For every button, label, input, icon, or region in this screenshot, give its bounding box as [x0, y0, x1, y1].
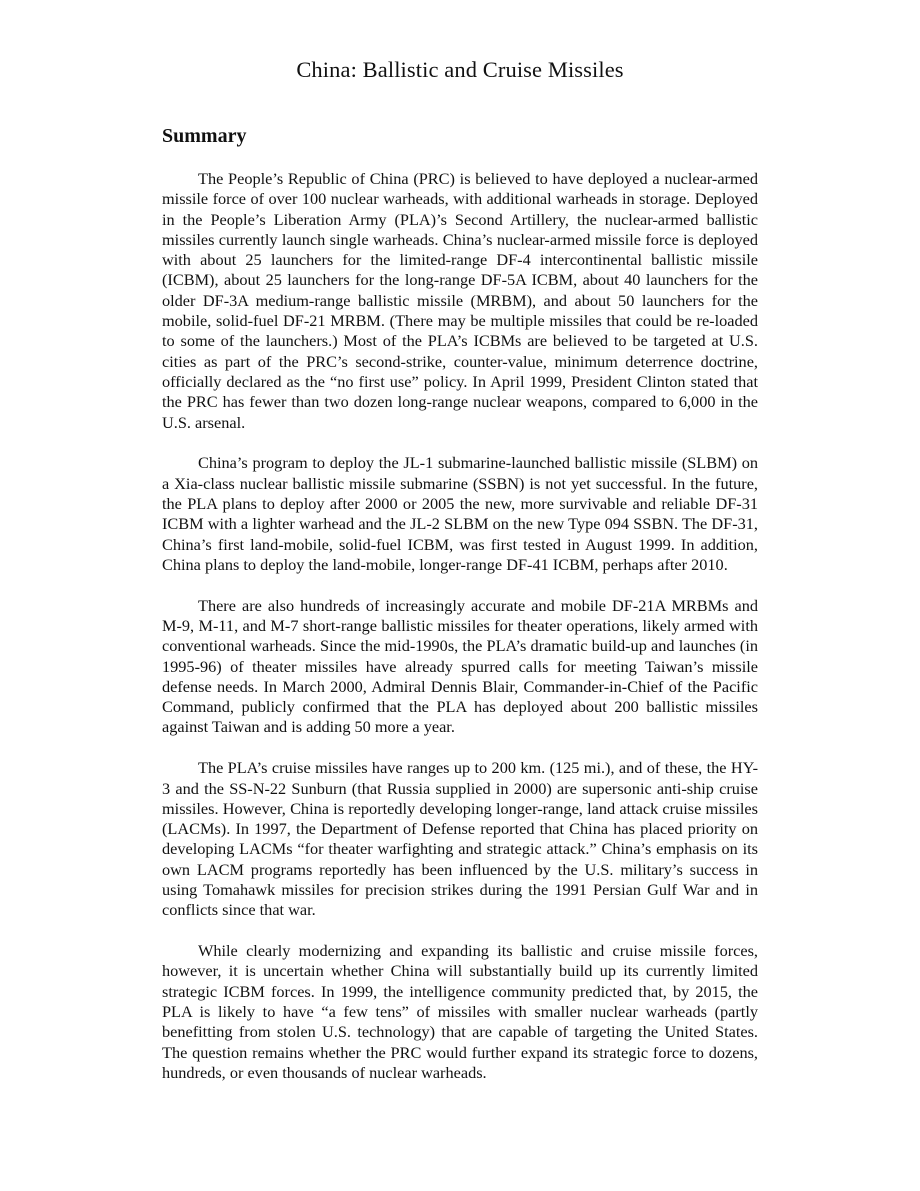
- summary-body: [162, 169, 758, 1104]
- paragraph-2: China’s program to deploy the JL-1 submarine-launched ballistic missile (SLBM) on a Xia-class nuclear ballistic missile submarine (SSBN) is not yet successful. In the future, the PLA plans to deploy after 2000 or 2005 the new, more survivable and reliable DF-31 ICBM with a lighter warhead and the JL-2 SLBM on the new Type 094 SSBN. The DF-31, China’s first land-mobile, solid-fuel ICBM, was first tested in August 1999. In addition, China plans to deploy the land-mobile, longer-range DF-41 ICBM, perhaps after 2010.: [162, 453, 758, 574]
- paragraph-4: The PLA’s cruise missiles have ranges up to 200 km. (125 mi.), and of these, the HY-3 and the SS-N-22 Sunburn (that Russia supplied in 2000) are supersonic anti-ship cruise missiles. However, China is reportedly developing longer-range, land attack cruise missiles (LACMs). In 1997, the Department of Defense reported that China has placed priority on developing LACMs “for theater warfighting and strategic attack.” China’s emphasis on its own LACM programs reportedly has been influenced by the U.S. military’s success in using Tomahawk missiles for precision strikes during the 1991 Persian Gulf War and in conflicts since that war.: [162, 758, 758, 920]
- section-heading-summary: Summary: [162, 125, 247, 147]
- paragraph-1: The People’s Republic of China (PRC) is believed to have deployed a nuclear-armed missile force of over 100 nuclear warheads, with additional warheads in storage. Deployed in the People’s Liberation Army (PLA)’s Second Artillery, the nuclear-armed ballistic missiles currently launch single warheads. China’s nuclear-armed missile force is deployed with about 25 launchers for the limited-range DF-4 intercontinental ballistic missile (ICBM), about 25 launchers for the long-range DF-5A ICBM, about 40 launchers for the older DF-3A medium-range ballistic missile (MRBM), and about 50 launchers for the mobile, solid-fuel DF-21 MRBM. (There may be multiple missiles that could be re-loaded to some of the launchers.) Most of the PLA’s ICBMs are believed to be targeted at U.S. cities as part of the PRC’s second-strike, counter-value, minimum deterrence doctrine, officially declared as the “no first use” policy. In April 1999, President Clinton stated that the PRC has fewer than two dozen long-range nuclear weapons, compared to 6,000 in the U.S. arsenal.: [162, 169, 758, 432]
- paragraph-5: While clearly modernizing and expanding its ballistic and cruise missile forces, however, it is uncertain whether China will substantially build up its currently limited strategic ICBM forces. In 1999, the intelligence community predicted that, by 2015, the PLA is likely to have “a few tens” of missiles with smaller nuclear warheads (partly benefitting from stolen U.S. technology) that are capable of targeting the United States. The question remains whether the PRC would further expand its strategic force to dozens, hundreds, or even thousands of nuclear warheads.: [162, 941, 758, 1082]
- document-title: China: Ballistic and Cruise Missiles: [296, 57, 624, 82]
- paragraph-3: There are also hundreds of increasingly accurate and mobile DF-21A MRBMs and M-9, M-11, and M-7 short-range ballistic missiles for theater operations, likely armed with conventional warheads. Since the mid-1990s, the PLA’s dramatic build-up and launches (in 1995-96) of theater missiles have already spurred calls for meeting Taiwan’s missile defense needs. In March 2000, Admiral Dennis Blair, Commander-in-Chief of the Pacific Command, publicly confirmed that the PLA has deployed about 200 ballistic missiles against Taiwan and is adding 50 more a year.: [162, 595, 758, 737]
